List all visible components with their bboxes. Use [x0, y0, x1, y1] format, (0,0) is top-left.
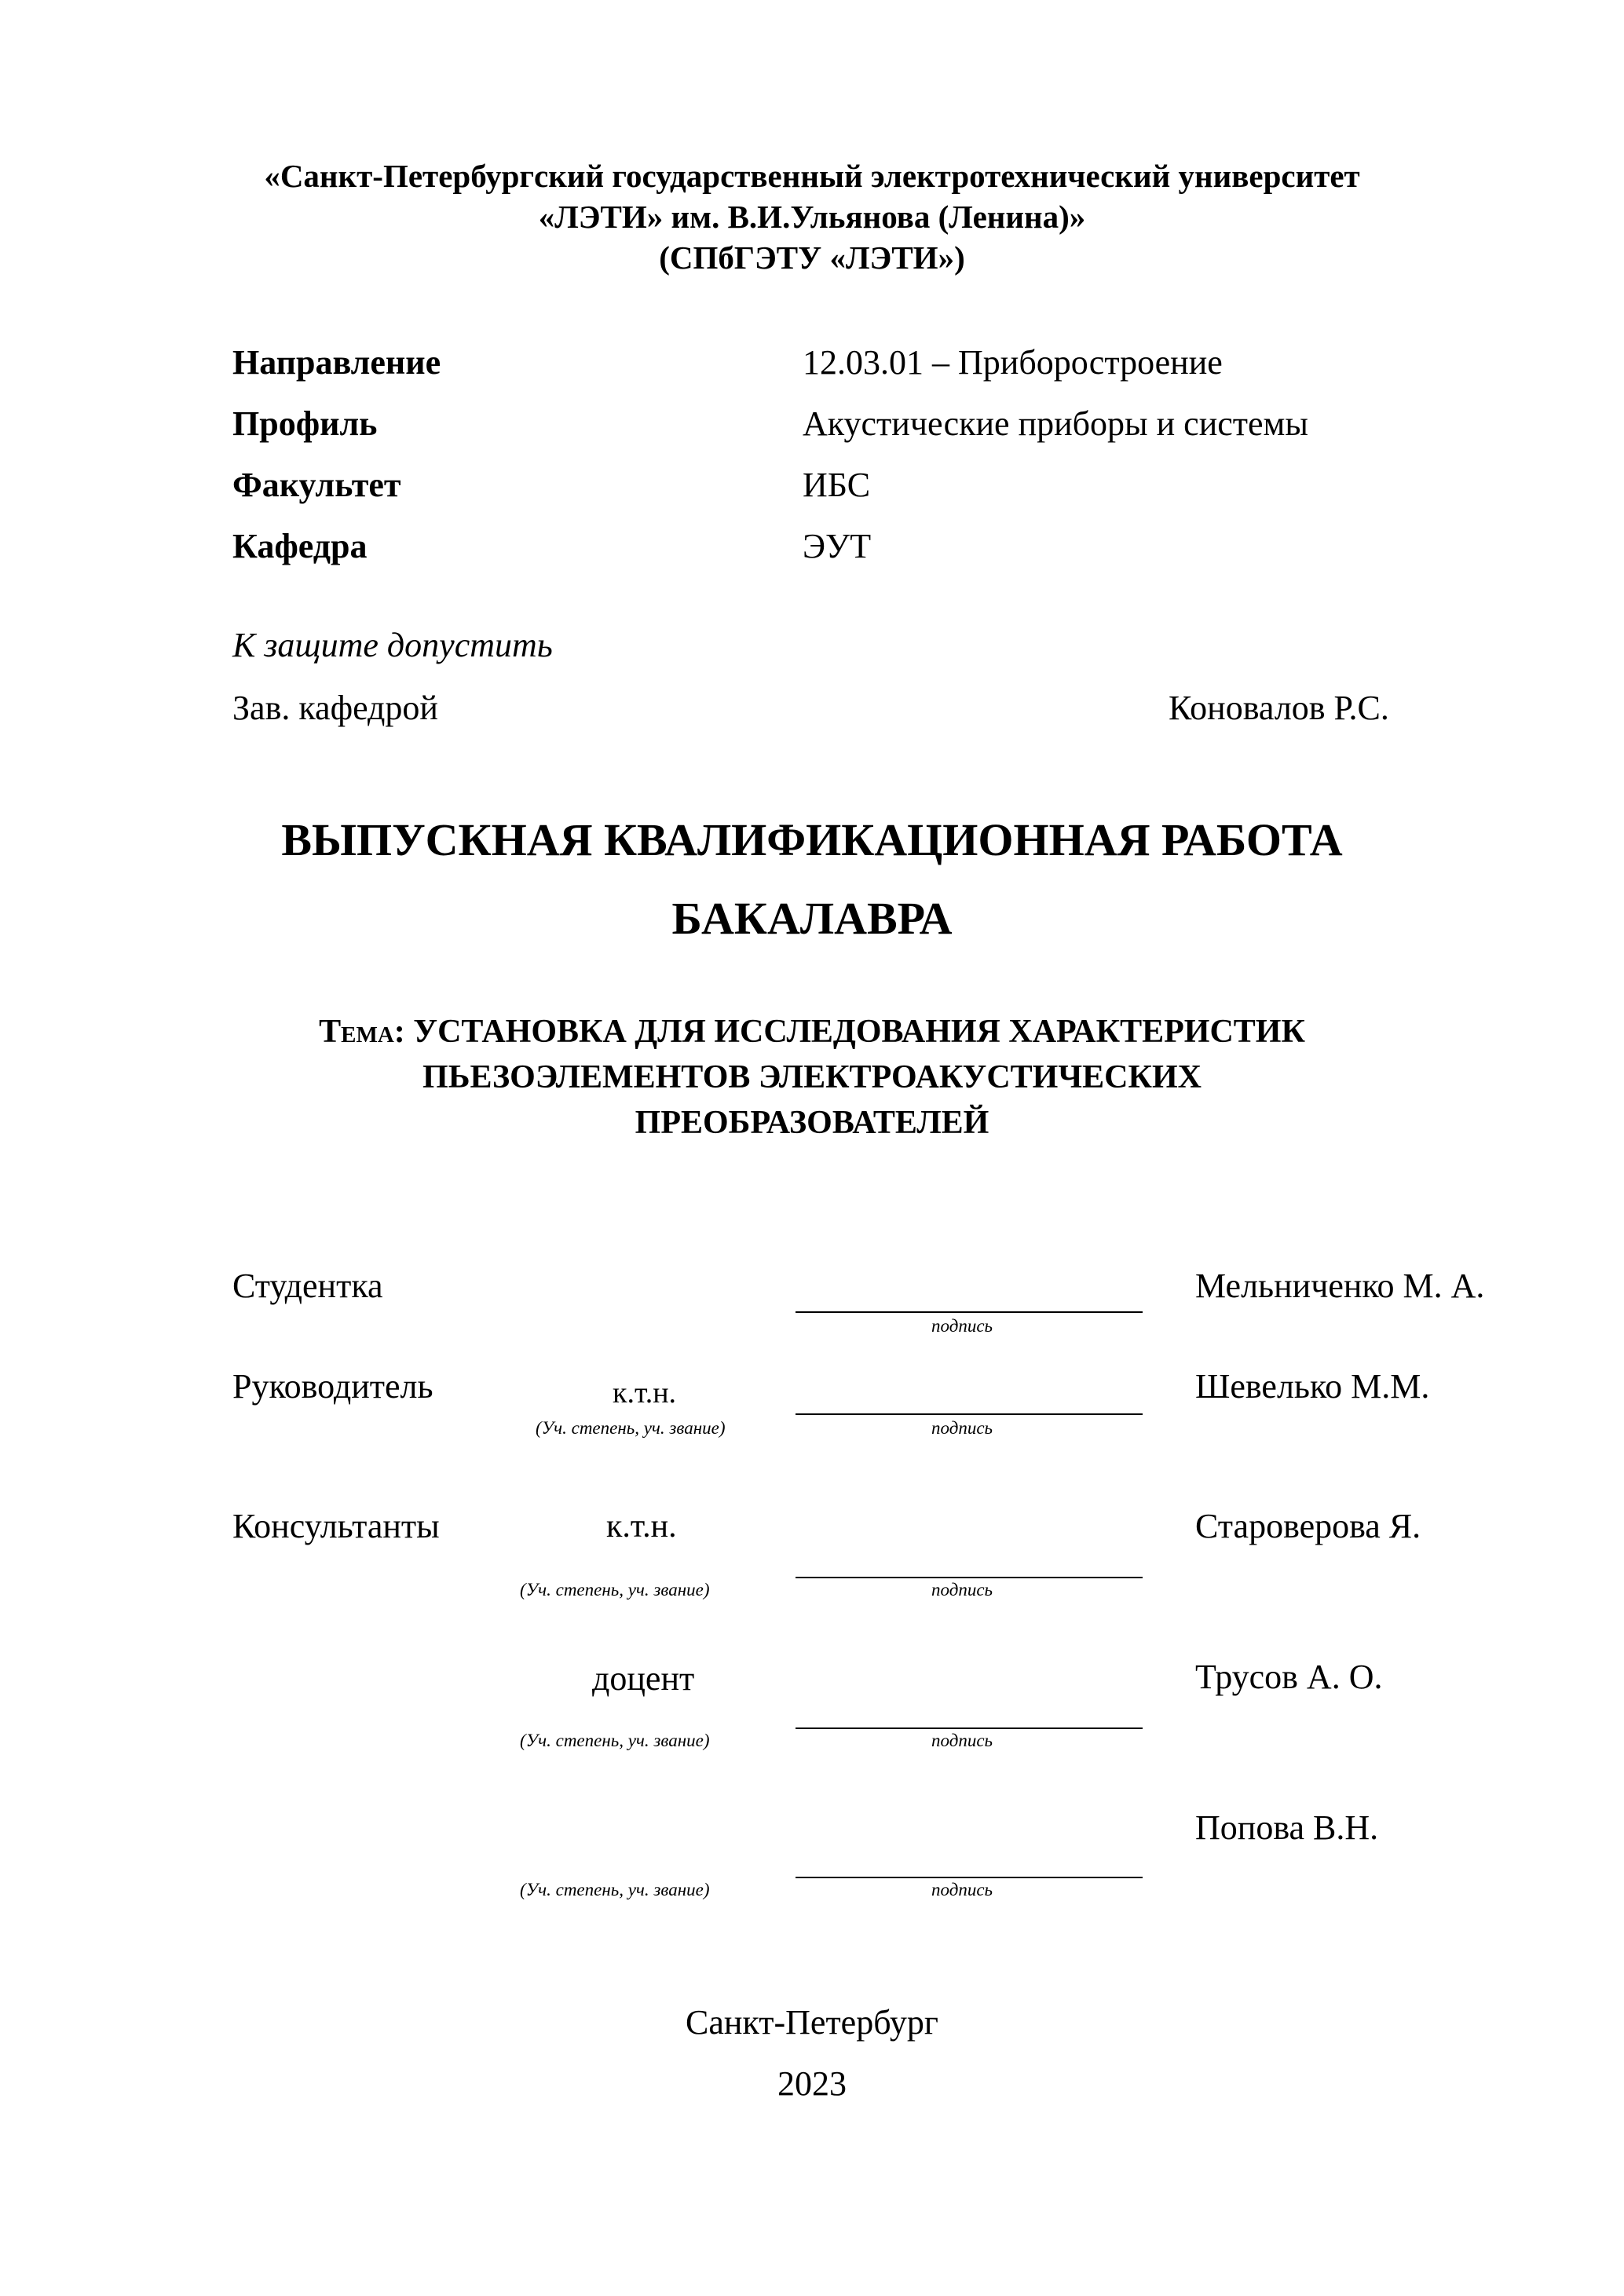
topic-line1-text: УСТАНОВКА ДЛЯ ИССЛЕДОВАНИЯ ХАРАКТЕРИСТИК: [413, 1014, 1305, 1050]
head-of-department-name: Коновалов Р.С.: [1169, 689, 1389, 727]
topic-prefix: Тема:: [319, 1014, 405, 1050]
topic-line1: [0, 1010, 1624, 1054]
consultant3-signature-caption: подпись: [931, 1880, 993, 1899]
topic-line3: ПРЕОБРАЗОВАТЕЛЕЙ: [635, 1105, 989, 1141]
supervisor-role: Руководитель: [232, 1367, 433, 1406]
direction-label: Направление: [232, 343, 441, 382]
consultants-label: Консультанты: [232, 1507, 440, 1545]
faculty-label: Факультет: [232, 466, 401, 504]
profile-value: Акустические приборы и системы: [803, 404, 1308, 443]
direction-value: 12.03.01 – Приборостроение: [803, 343, 1223, 382]
student-name: Мельниченко М. А.: [1195, 1267, 1485, 1305]
approval-text: К защите допустить: [232, 626, 553, 664]
university-abbreviation: (СПбГЭТУ «ЛЭТИ»): [659, 239, 965, 276]
consultant3-signature-line: [796, 1877, 1143, 1878]
department-label: Кафедра: [232, 527, 368, 565]
consultant3-degree-caption: (Уч. степень, уч. звание): [520, 1880, 710, 1899]
profile-label: Профиль: [232, 404, 378, 443]
consultant1-signature-line: [796, 1577, 1143, 1578]
supervisor-signature-line: [796, 1413, 1143, 1415]
student-role: Студентка: [232, 1267, 383, 1305]
consultant2-signature-line: [796, 1727, 1143, 1729]
student-signature-caption: подпись: [931, 1316, 993, 1336]
document-title-line2: БАКАЛАВРА: [671, 893, 953, 944]
supervisor-degree: к.т.н.: [613, 1377, 677, 1409]
university-name-line1: «Санкт-Петербургский государственный электротехнический университет: [264, 158, 1360, 194]
consultant1-degree-caption: (Уч. степень, уч. звание): [520, 1580, 710, 1600]
supervisor-degree-caption: (Уч. степень, уч. звание): [536, 1418, 726, 1438]
university-name-line2: «ЛЭТИ» им. В.И.Ульянова (Ленина)»: [538, 199, 1086, 235]
consultant2-name: Трусов А. О.: [1195, 1658, 1383, 1696]
consultant2-degree: доцент: [592, 1659, 695, 1698]
consultant1-name: Староверова Я.: [1195, 1507, 1421, 1545]
department-value: ЭУТ: [803, 527, 872, 565]
document-title-line1: ВЫПУСКНАЯ КВАЛИФИКАЦИОННАЯ РАБОТА: [281, 814, 1343, 865]
footer-year: 2023: [777, 2064, 847, 2103]
faculty-value: ИБС: [803, 466, 871, 504]
topic-line2: ПЬЕЗОЭЛЕМЕНТОВ ЭЛЕКТРОАКУСТИЧЕСКИХ: [422, 1059, 1202, 1095]
student-signature-line: [796, 1311, 1143, 1313]
consultant3-name: Попова В.Н.: [1195, 1808, 1379, 1847]
footer-city: Санкт-Петербург: [686, 2003, 938, 2042]
consultant2-signature-caption: подпись: [931, 1731, 993, 1750]
supervisor-signature-caption: подпись: [931, 1418, 993, 1438]
consultant1-degree: к.т.н.: [606, 1508, 677, 1545]
consultant1-signature-caption: подпись: [931, 1580, 993, 1600]
head-of-department-label: Зав. кафедрой: [232, 689, 438, 727]
consultant2-degree-caption: (Уч. степень, уч. звание): [520, 1731, 710, 1750]
supervisor-name: Шевелько М.М.: [1195, 1367, 1430, 1406]
